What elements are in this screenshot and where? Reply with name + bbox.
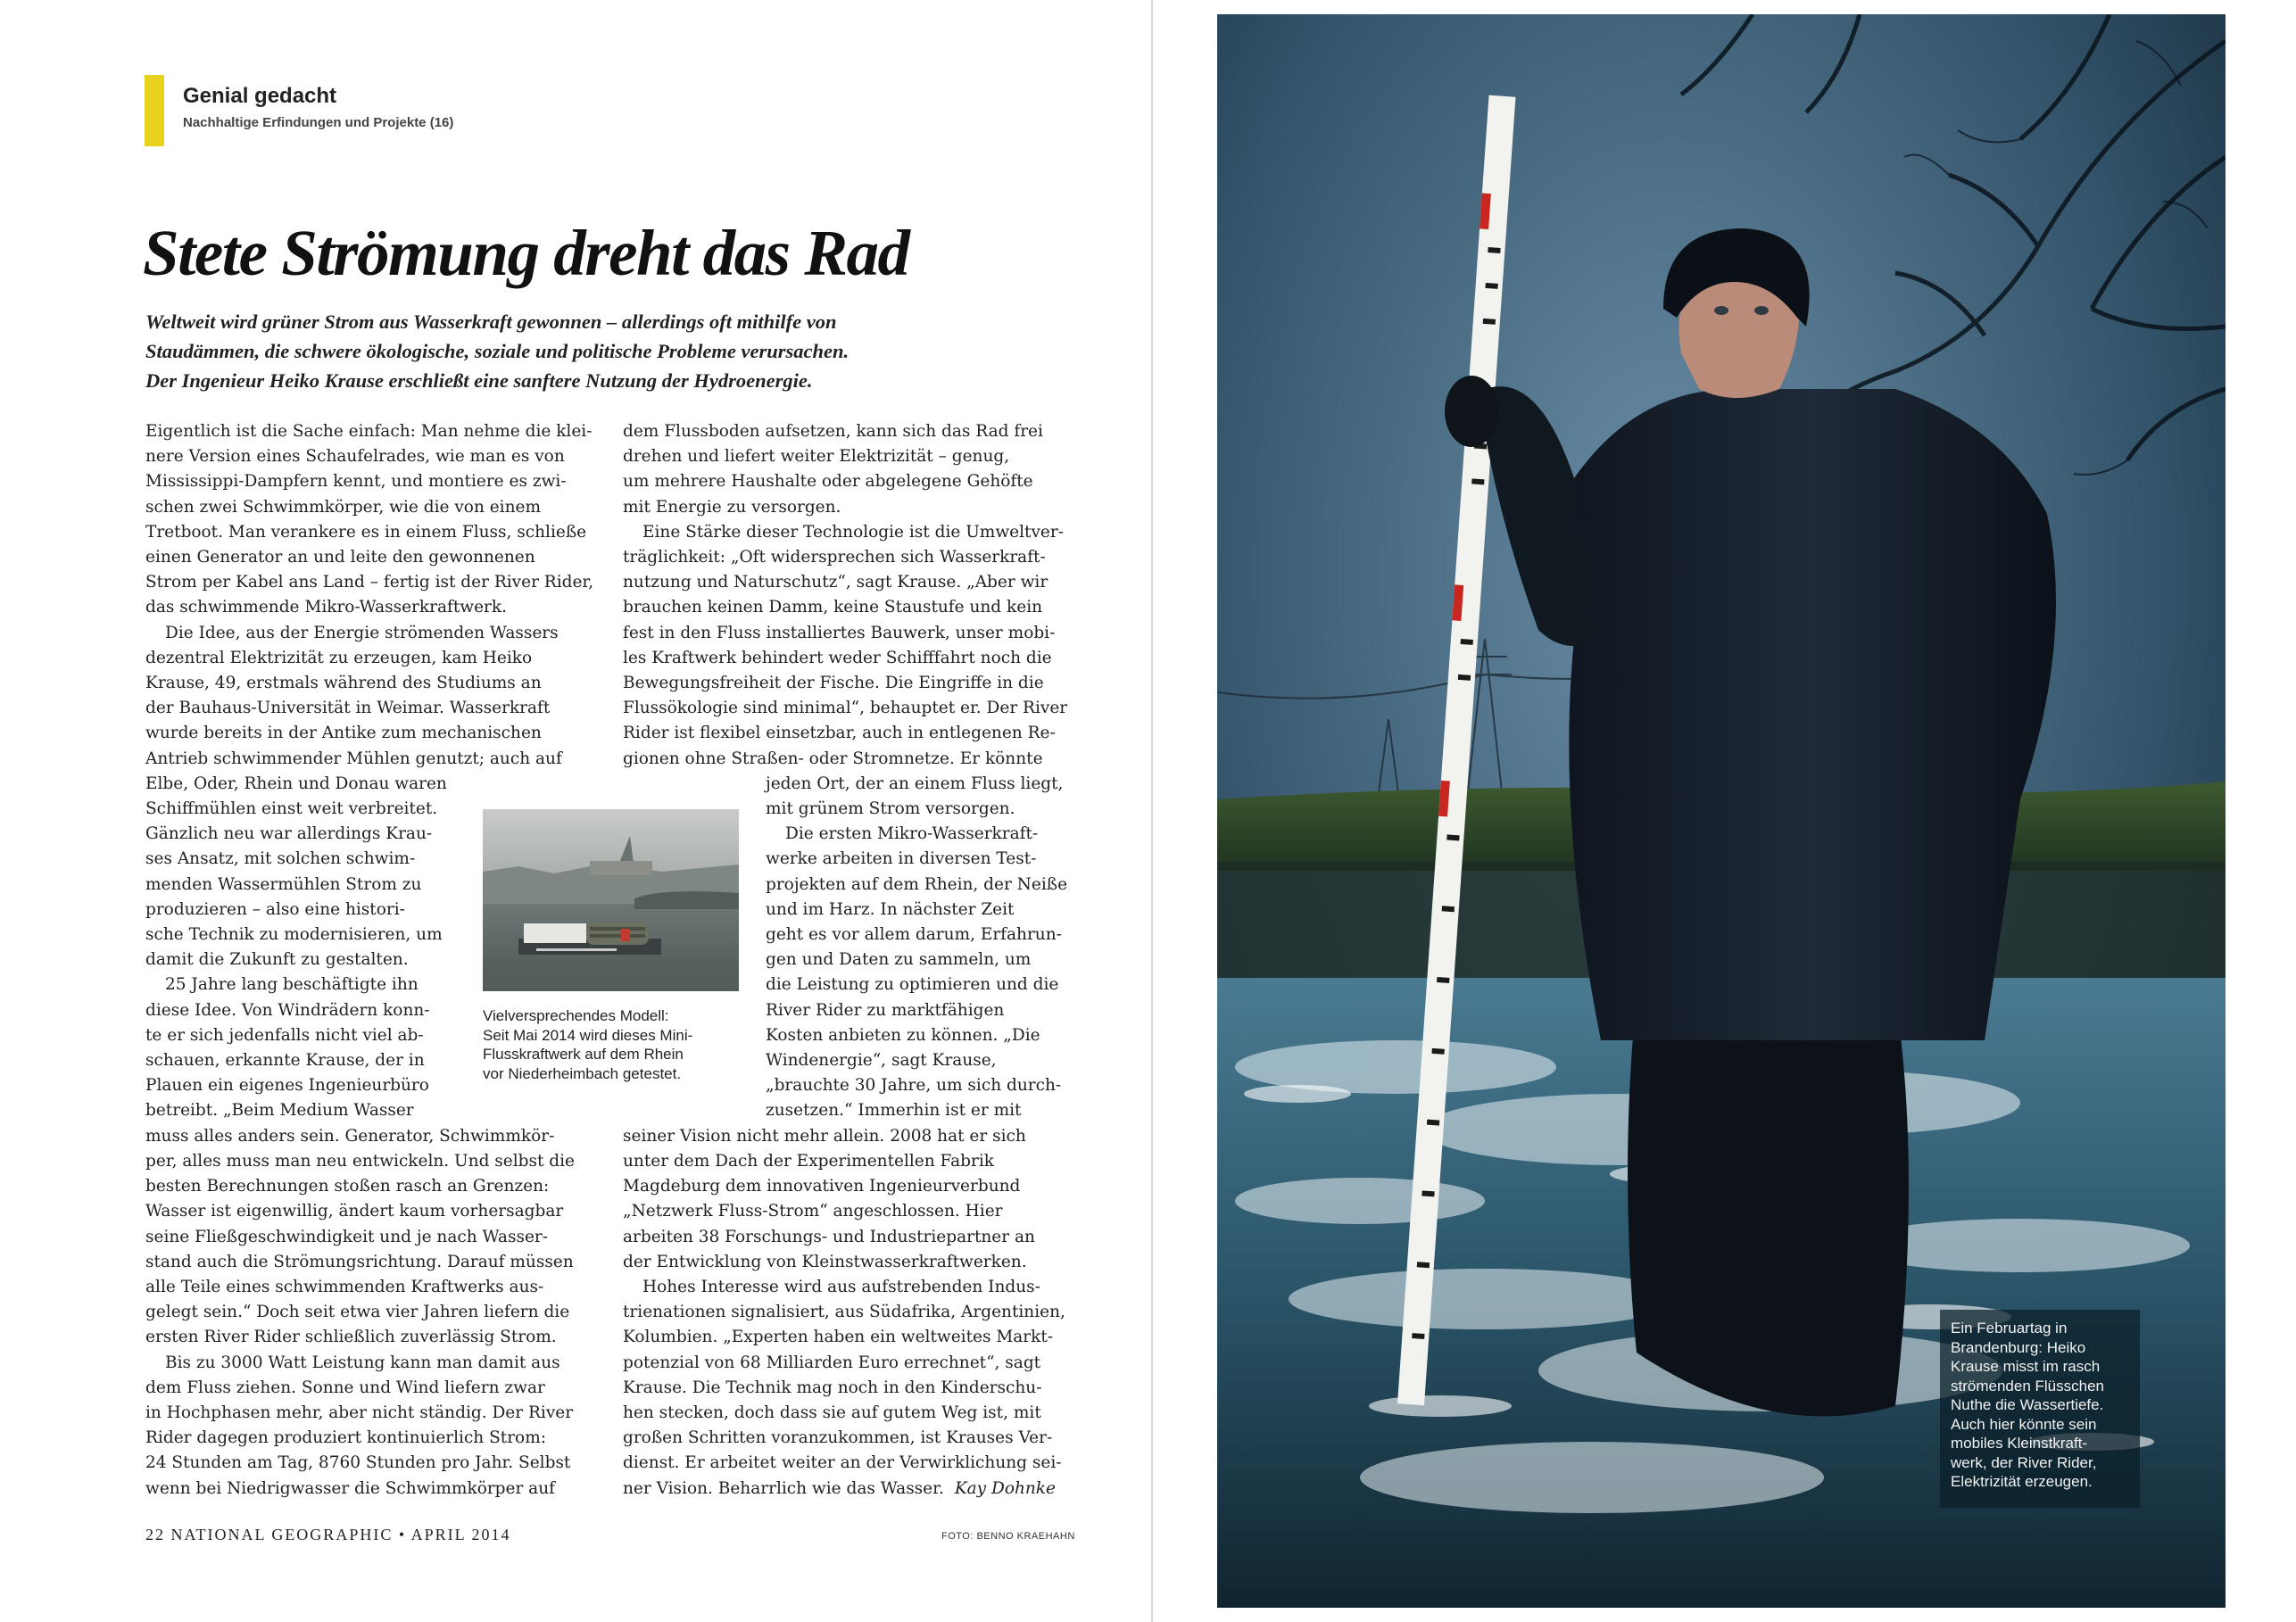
body-line: gelegt sein.“ Doch seit etwa vier Jahren liefern die <box>145 1303 570 1322</box>
body-line: drehen und liefert weiter Elektrizität – genug, <box>623 447 1010 467</box>
caption-line: strömenden Flüsschen <box>1951 1377 2104 1394</box>
body-line: schen zwei Schwimmkörper, wie die von einem <box>145 497 542 517</box>
caption-line: Brandenburg: Heiko <box>1951 1338 2086 1356</box>
body-line: diese Idee. Von Windrädern konn- <box>145 1000 430 1020</box>
inset-photo-river-rider <box>483 809 739 991</box>
caption-line: Ein Februartag in <box>1951 1320 2068 1336</box>
body-line: unter dem Dach der Experimentellen Fabrik <box>623 1151 994 1171</box>
body-line: trienationen signalisiert, aus Südafrika, Argentinien, <box>623 1303 1065 1322</box>
body-line: Krause, 49, erstmals während des Studiums an <box>145 674 542 693</box>
body-line: Antrieb schwimmender Mühlen genutzt; auch auf <box>145 749 562 768</box>
body-line: te er sich jedenfalls nicht viel ab- <box>145 1025 424 1045</box>
article-headline: Stete Strömung dreht das Rad <box>143 217 909 289</box>
body-line: arbeiten 38 Forschungs- und Industriepartner an <box>623 1227 1035 1246</box>
body-line: gen und Daten zu sammeln, um <box>766 950 1032 970</box>
body-line: nere Version eines Schaufelrades, wie man es von <box>145 447 565 467</box>
caption-line: Auch hier könnte sein <box>1951 1415 2097 1433</box>
body-line: „brauchte 30 Jahre, um sich durch- <box>766 1076 1062 1096</box>
body-line: nutzung und Naturschutz“, sagt Krause. „Aber wir <box>623 573 1049 592</box>
body-line: werke arbeiten in diversen Test- <box>766 849 1037 869</box>
body-line: Strom per Kabel ans Land – fertig ist der River Rider, <box>145 573 594 592</box>
caption-line: Krause misst im rasch <box>1951 1358 2101 1375</box>
body-line: Magdeburg dem innovativen Ingenieurverbund <box>623 1177 1021 1196</box>
body-line: brauchen keinen Damm, keine Staustufe und kein <box>623 598 1043 617</box>
kicker-accent-bar <box>145 75 164 146</box>
body-line: Eine Stärke dieser Technologie ist die Umweltver- <box>642 522 1064 542</box>
body-line: sche Technik zu modernisieren, um <box>145 925 443 945</box>
body-line: les Kraftwerk behindert weder Schifffahrt noch die <box>623 648 1052 667</box>
body-line: Rider dagegen produziert kontinuierlich Strom: <box>145 1428 546 1448</box>
caption-line: vor Niederheimbach getestet. <box>483 1064 682 1082</box>
body-line: in Hochphasen mehr, aber nicht ständig. Der River <box>145 1403 574 1422</box>
body-line: stand auch die Strömungsrichtung. Darauf müssen <box>145 1252 574 1271</box>
body-line: Die Idee, aus der Energie strömenden Wassers <box>165 623 559 642</box>
inset-photo-caption <box>483 1006 742 1083</box>
body-line: ses Ansatz, mit solchen schwim- <box>145 849 416 869</box>
body-line: einen Generator an und leite den gewonnenen <box>145 548 535 567</box>
caption-line: Flusskraftwerk auf dem Rhein <box>483 1046 684 1063</box>
body-line: Kolumbien. „Experten haben ein weltweites Markt- <box>623 1328 1054 1347</box>
body-line: hen stecken, doch dass sie auf gutem Weg ist, mit <box>623 1403 1041 1422</box>
body-line: gionen ohne Straßen- oder Stromnetze. Er könnte <box>623 749 1043 768</box>
deck-line: Staudämmen, die schwere ökologische, soziale und politische Probleme verursachen. <box>145 340 850 362</box>
body-line: zusetzen.“ Immerhin ist er mit <box>766 1101 1022 1121</box>
body-line: Gänzlich neu war allerdings Krau- <box>145 824 433 844</box>
body-line: alle Teile eines schwimmenden Kraftwerks aus- <box>145 1277 544 1296</box>
body-line: fest in den Fluss installiertes Bauwerk, unser mobi- <box>623 623 1056 642</box>
deck-line: Weltweit wird grüner Strom aus Wasserkraft gewonnen – allerdings oft mithilfe von <box>145 310 837 333</box>
body-line: wurde bereits in der Antike zum mechanischen <box>145 724 542 743</box>
deck-line: Der Ingenieur Heiko Krause erschließt eine sanftere Nutzung der Hydroenergie. <box>145 369 813 392</box>
caption-line: Vielversprechendes Modell: <box>483 1007 669 1024</box>
article-deck <box>145 307 1082 395</box>
body-line: betreibt. „Beim Medium Wasser <box>145 1101 414 1121</box>
body-line: Rider ist flexibel einsetzbar, auch in entlegenen Re- <box>623 724 1056 743</box>
body-line: Schiffmühlen einst weit verbreitet. <box>145 799 438 819</box>
body-line-last <box>623 1477 1078 1502</box>
body-line: jeden Ort, der an einem Fluss liegt, <box>766 774 1064 793</box>
body-line: per, alles muss man neu entwickeln. Und selbst die <box>145 1151 576 1171</box>
body-line: Windenergie“, sagt Krause, <box>766 1051 997 1071</box>
photo-credit: FOTO: BENNO KRAEHAHN <box>941 1531 1075 1542</box>
body-line: Hohes Interesse wird aus aufstrebenden Indus- <box>642 1277 1040 1296</box>
body-line: Die ersten Mikro-Wasserkraft- <box>785 824 1039 844</box>
body-line: Mississippi-Dampfern kennt, und montiere es zwi- <box>145 472 567 492</box>
body-line: 25 Jahre lang beschäftigte ihn <box>165 975 419 995</box>
body-line: Bewegungsfreiheit der Fische. Die Eingriffe in die <box>623 674 1044 693</box>
body-line: Krause. Die Technik mag noch in den Kinderschu- <box>623 1378 1042 1397</box>
body-line: Wasser ist eigenwillig, ändert kaum vorhersagbar <box>145 1202 564 1221</box>
caption-line: Seit Mai 2014 wird dieses Mini- <box>483 1026 693 1044</box>
body-line: potenzial von 68 Milliarden Euro errechnet“, sagt <box>623 1353 1041 1372</box>
body-line: dem Fluss ziehen. Sonne und Wind liefern zwar <box>145 1378 545 1397</box>
body-line: seiner Vision nicht mehr allein. 2008 hat er sich <box>623 1126 1026 1146</box>
body-line: damit die Zukunft zu gestalten. <box>145 950 409 970</box>
body-line: die Leistung zu optimieren und die <box>766 975 1059 995</box>
caption-line: Elektrizität erzeugen. <box>1951 1473 2093 1490</box>
body-line: produzieren – also eine histori- <box>145 899 405 919</box>
body-line: dezentral Elektrizität zu erzeugen, kam Heiko <box>145 648 533 667</box>
body-line: mit grünem Strom versorgen. <box>766 799 1015 819</box>
section-title: Genial gedacht <box>183 84 337 108</box>
body-line: projekten auf dem Rhein, der Neiße <box>766 874 1068 894</box>
body-line: das schwimmende Mikro-Wasserkraftwerk. <box>145 598 507 617</box>
body-line: geht es vor allem darum, Erfahrun- <box>766 925 1062 945</box>
body-line: dienst. Er arbeitet weiter an der Verwirklichung sei- <box>623 1453 1062 1473</box>
section-subtitle: Nachhaltige Erfindungen und Projekte (16) <box>183 115 454 130</box>
body-line: River Rider zu marktfähigen <box>766 1000 1005 1020</box>
body-line: Plauen ein eigenes Ingenieurbüro <box>145 1076 429 1096</box>
body-line: und im Harz. In nächster Zeit <box>766 899 1015 919</box>
body-line: Eigentlich ist die Sache einfach: Man nehme die klei- <box>145 422 593 441</box>
body-line: schauen, erkannte Krause, der in <box>145 1051 425 1071</box>
caption-line: Nuthe die Wassertiefe. <box>1951 1396 2104 1413</box>
body-line: großen Schritten voranzukommen, ist Krauses Ver- <box>623 1428 1053 1448</box>
body-line: wenn bei Niedrigwasser die Schwimmkörper auf <box>145 1478 555 1498</box>
body-line: mit Energie zu versorgen. <box>623 497 841 517</box>
body-line: Tretboot. Man verankere es in einem Fluss, schließe <box>145 522 587 542</box>
inset-photo-image <box>483 809 739 991</box>
body-line-text: ner Vision. Beharrlich wie das Wasser. <box>623 1478 944 1498</box>
body-line: träglichkeit: „Oft widersprechen sich Wasserkraft- <box>623 548 1046 567</box>
body-line: um mehrere Haushalte oder abgelegene Gehöfte <box>623 472 1033 492</box>
main-photo-caption <box>1940 1310 2140 1508</box>
body-line: besten Berechnungen stoßen rasch an Grenzen: <box>145 1177 550 1196</box>
caption-line: mobiles Kleinstkraft- <box>1951 1435 2088 1452</box>
page-folio: 22 NATIONAL GEOGRAPHIC • APRIL 2014 <box>145 1526 511 1543</box>
body-line: Bis zu 3000 Watt Leistung kann man damit aus <box>165 1353 560 1372</box>
body-line: 24 Stunden am Tag, 8760 Stunden pro Jahr. Selbst <box>145 1453 571 1473</box>
body-line: Flussökologie sind minimal“, behauptet er. Der River <box>623 699 1068 718</box>
body-line: Elbe, Oder, Rhein und Donau waren <box>145 774 447 793</box>
caption-line: werk, der River Rider, <box>1951 1453 2097 1471</box>
body-line: „Netzwerk Fluss-Strom“ angeschlossen. Hier <box>623 1202 1003 1221</box>
body-line: der Entwicklung von Kleinstwasserkraftwerken. <box>623 1252 1027 1271</box>
body-line: menden Wassermühlen Strom zu <box>145 874 422 894</box>
body-line: dem Flussboden aufsetzen, kann sich das Rad frei <box>623 422 1043 441</box>
body-line: der Bauhaus-Universität in Weimar. Wasserkraft <box>145 699 551 718</box>
body-line: muss alles anders sein. Generator, Schwimmkör- <box>145 1126 555 1146</box>
body-line: seine Fließgeschwindigkeit und je nach Wasser- <box>145 1227 548 1246</box>
body-line: ersten River Rider schließlich zuverlässig Strom. <box>145 1328 557 1347</box>
author-signature: Kay Dohnke <box>954 1478 1056 1498</box>
body-line: Kosten anbieten zu können. „Die <box>766 1025 1040 1045</box>
